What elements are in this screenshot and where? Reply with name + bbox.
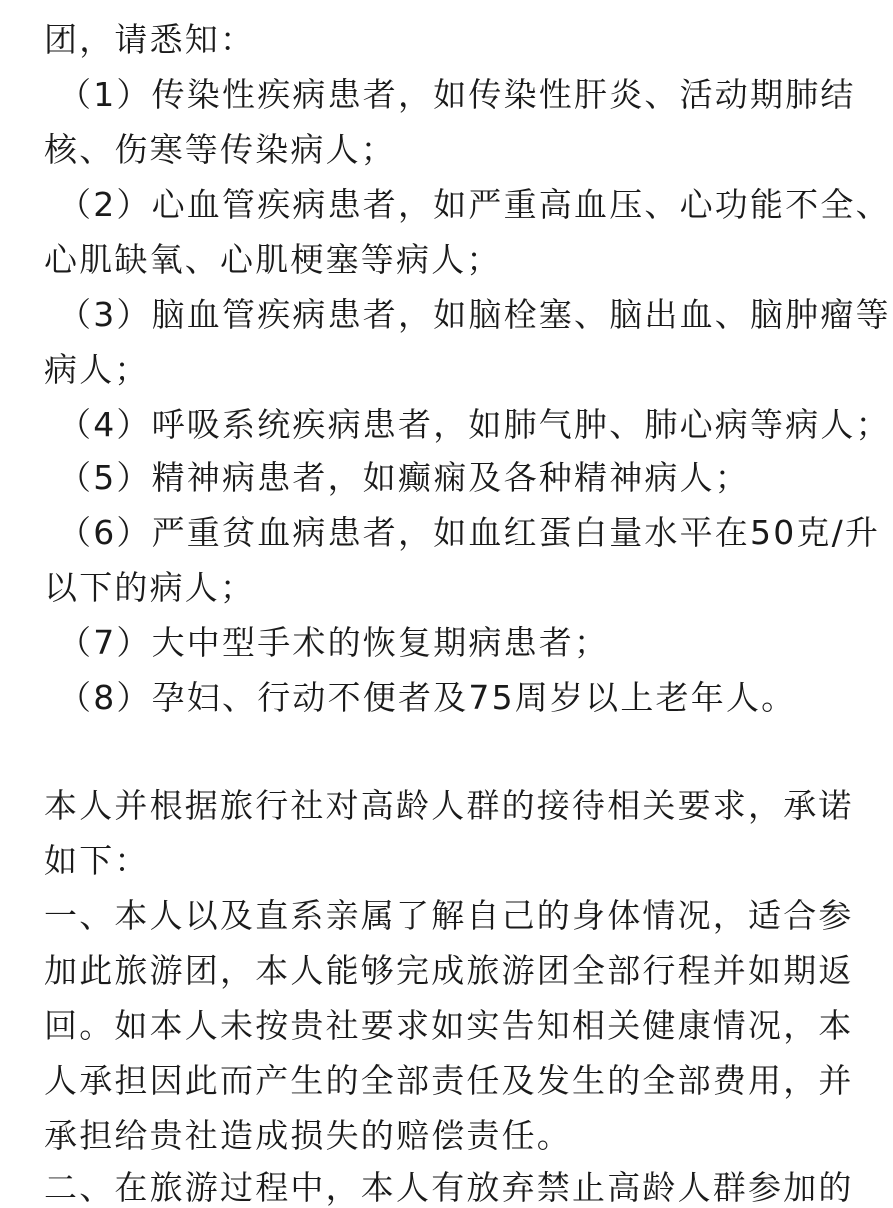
list-item-3: （3）脑血管疾病患者，如脑栓塞、脑出血、脑肿瘤等	[58, 295, 891, 334]
list-item-2-cont: 心肌缺氧、心肌梗塞等病人；	[44, 240, 502, 279]
list-item-5: （5）精神病患者，如癫痫及各种精神病人；	[58, 458, 750, 497]
list-item-1: （1）传染性疾病患者，如传染性肝炎、活动期肺结	[58, 75, 856, 114]
list-item-3-cont: 病人；	[44, 350, 150, 389]
list-item-1-cont: 核、伤寒等传染病人；	[44, 130, 396, 169]
promise-intro-line-2: 如下：	[44, 841, 150, 880]
promise-intro-line-1: 本人并根据旅行社对高龄人群的接待相关要求，承诺	[44, 786, 854, 825]
list-item-2: （2）心血管疾病患者，如严重高血压、心功能不全、	[58, 185, 891, 224]
clause-one-line-4: 人承担因此而产生的全部责任及发生的全部费用，并	[44, 1061, 854, 1100]
list-item-8: （8）孕妇、行动不便者及75周岁以上老年人。	[58, 678, 797, 717]
intro-line: 团，请悉知：	[44, 20, 256, 59]
list-item-7: （7）大中型手术的恢复期病患者；	[58, 623, 610, 662]
clause-one-line-1: 一、本人以及直系亲属了解自己的身体情况，适合参	[44, 896, 854, 935]
clause-two-partial: 二、在旅游过程中，本人有放弃禁止高龄人群参加的	[44, 1168, 854, 1207]
list-item-6-cont: 以下的病人；	[44, 568, 256, 607]
list-item-6: （6）严重贫血病患者，如血红蛋白量水平在50克/升	[58, 513, 881, 552]
clause-one-line-3: 回。如本人未按贵社要求如实告知相关健康情况，本	[44, 1006, 854, 1045]
clause-one-line-5: 承担给贵社造成损失的赔偿责任。	[44, 1116, 572, 1155]
list-item-4: （4）呼吸系统疾病患者，如肺气肿、肺心病等病人；	[58, 405, 891, 444]
clause-one-line-2: 加此旅游团，本人能够完成旅游团全部行程并如期返	[44, 951, 854, 990]
